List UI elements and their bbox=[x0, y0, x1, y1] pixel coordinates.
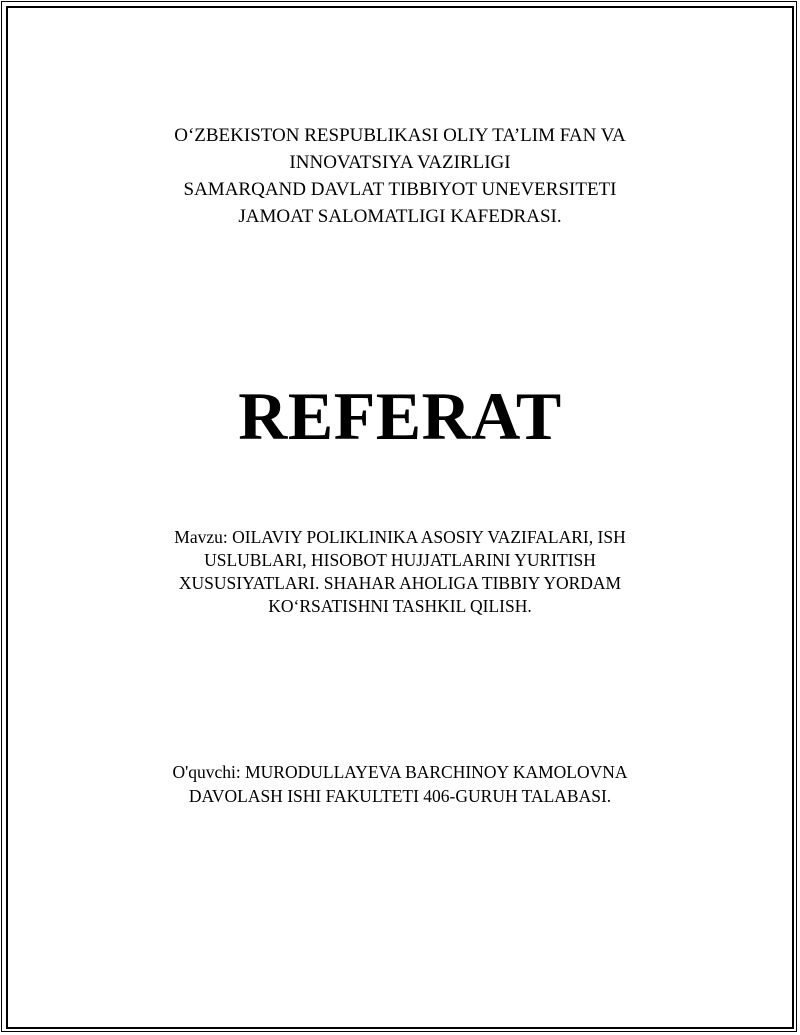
student-line-2: DAVOLASH ISHI FAKULTETI 406-GURUH TALABASI. bbox=[188, 786, 612, 806]
topic-line-1: Mavzu: OILAVIY POLIKLINIKA ASOSIY VAZIFALARI, ISH bbox=[174, 527, 626, 547]
institution-header bbox=[0, 122, 800, 230]
student-line-1: O'quvchi: MURODULLAYEVA BARCHINOY KAMOLOVNA bbox=[172, 762, 628, 782]
header-line-3: SAMARQAND DAVLAT TIBBIYOT UNEVERSITETI bbox=[183, 179, 617, 200]
topic-line-3: XUSUSIYATLARI. SHAHAR AHOLIGA TIBBIY YORDAM bbox=[178, 573, 622, 593]
header-line-2: INNOVATSIYA VAZIRLIGI bbox=[289, 152, 511, 173]
student-block bbox=[0, 760, 800, 808]
header-line-4: JAMOAT SALOMATLIGI KAFEDRASI. bbox=[238, 206, 562, 227]
topic-line-4: KO‘RSATISHNI TASHKIL QILISH. bbox=[268, 596, 532, 616]
topic-line-2: USLUBLARI, HISOBOT HUJJATLARINI YURITISH bbox=[204, 550, 596, 570]
header-line-1: O‘ZBEKISTON RESPUBLIKASI OLIY TA’LIM FAN VA bbox=[174, 125, 626, 146]
document-title: REFERAT bbox=[238, 378, 562, 454]
topic-block bbox=[0, 526, 800, 618]
